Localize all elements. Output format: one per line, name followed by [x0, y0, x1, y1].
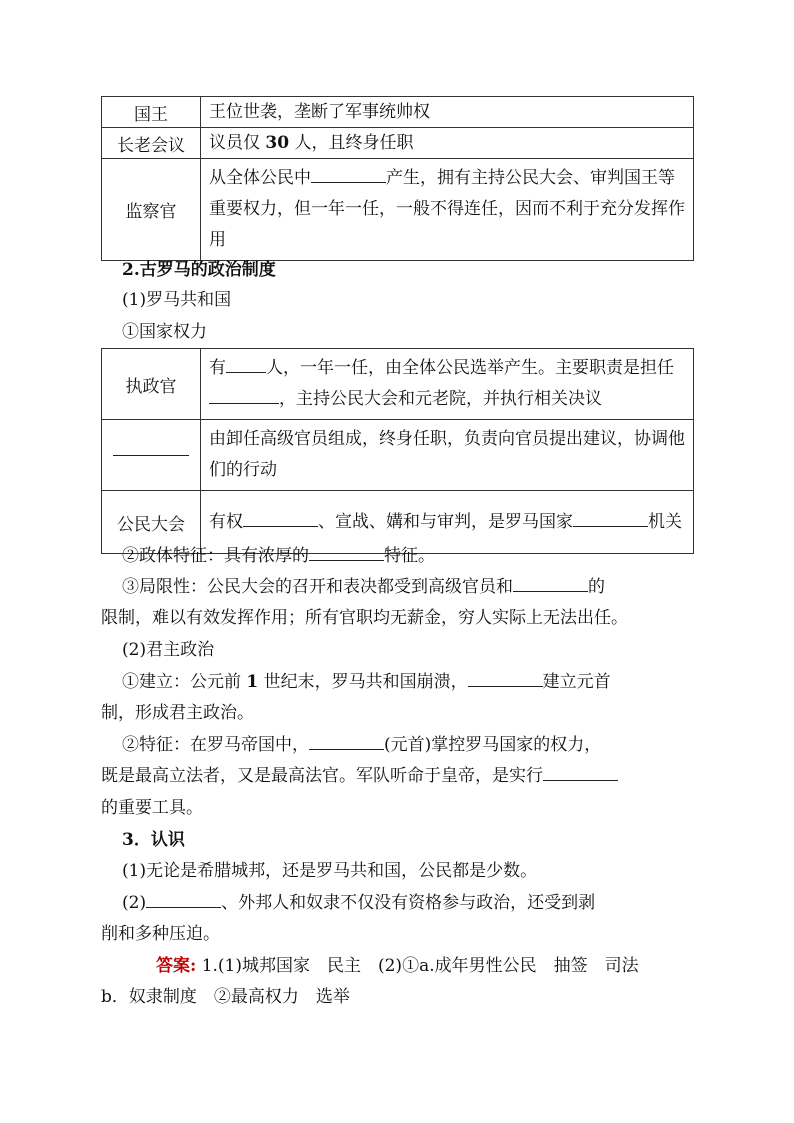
text-fragment: (元首)掌控罗马国家的权力，	[384, 735, 602, 755]
paragraph-line	[122, 670, 611, 694]
fill-blank[interactable]	[311, 166, 386, 183]
text-fragment: 从全体公民中	[209, 168, 311, 188]
text-fragment: 建立元首	[542, 672, 611, 692]
fill-blank[interactable]	[209, 387, 279, 404]
section-heading: 2.古罗马的政治制度	[122, 260, 276, 280]
answer-text: 1.(1)城邦国家 民主 (2)①a.成年男性公民 抽签 司法	[201, 956, 639, 976]
paragraph-line: 的重要工具。	[101, 798, 203, 818]
paragraph-line	[122, 544, 435, 568]
table-row	[102, 128, 694, 159]
text-fragment: 既是最高立法者，又是最高法官。军队听命于皇帝，是实行	[101, 766, 543, 786]
text-fragment: ①建立：公元前	[122, 672, 247, 692]
text-fragment: 、宣战、媾和与审判，是罗马国家	[318, 511, 573, 532]
text-fragment: 世纪末，罗马共和国崩溃，	[258, 672, 468, 692]
table-cell-content: 王位世袭，垄断了军事统帅权	[201, 97, 694, 128]
fill-blank[interactable]	[309, 733, 384, 750]
roman-republic-table	[101, 348, 694, 554]
table-cell-label: 公民大会	[102, 491, 201, 554]
paragraph-line	[122, 891, 595, 915]
fill-blank[interactable]	[573, 510, 648, 527]
section-heading: 3．认识	[122, 830, 185, 850]
text-fragment: 人，且终身任职	[289, 133, 414, 153]
paragraph-line: (1)无论是希腊城邦，还是罗马共和国，公民都是少数。	[122, 861, 538, 881]
table-cell-content	[201, 159, 694, 261]
table-row	[102, 97, 694, 128]
table-cell-label: 监察官	[102, 159, 201, 261]
fill-blank[interactable]	[543, 764, 618, 781]
table-cell-content	[201, 349, 694, 420]
table-cell-label: 国王	[102, 97, 201, 128]
text-fragment: (2)	[122, 893, 147, 913]
paragraph-line	[101, 764, 618, 788]
table-cell-label: 长老会议	[102, 128, 201, 159]
number: 30	[265, 133, 290, 153]
sub-heading: (2)君主政治	[122, 640, 215, 660]
text-fragment: ②政体特征：具有浓厚的	[122, 546, 309, 566]
sub-heading: (1)罗马共和国	[122, 290, 232, 310]
text-fragment: 有权	[209, 511, 243, 532]
text-fragment: 的	[588, 577, 605, 597]
paragraph-line: 制，形成君主政治。	[101, 703, 254, 723]
table-cell-label	[102, 420, 201, 491]
table-cell-label: 执政官	[102, 349, 201, 420]
text-fragment: 有	[209, 358, 226, 378]
paragraph-line	[122, 575, 605, 599]
paragraph-line: 限制，难以有效发挥作用；所有官职均无薪金，穷人实际上无法出任。	[101, 608, 628, 628]
fill-blank[interactable]	[226, 356, 266, 373]
fill-blank[interactable]	[243, 510, 318, 527]
number: 1	[246, 672, 259, 692]
fill-blank[interactable]	[513, 575, 588, 592]
text-fragment: 产生，拥有主持公民大会、审判国王等重要权力，但一年一任，一般不得连任，因而不利于充分发挥作用	[209, 168, 685, 250]
text-fragment: 议员仅	[209, 133, 266, 153]
paragraph-line: 削和多种压迫。	[101, 924, 220, 944]
text-fragment: ②特征：在罗马帝国中，	[122, 735, 309, 755]
table-cell-content	[201, 128, 694, 159]
fill-blank[interactable]	[113, 455, 189, 456]
fill-blank[interactable]	[468, 670, 543, 687]
table-row	[102, 349, 694, 420]
paragraph-line	[122, 733, 601, 757]
table-row	[102, 159, 694, 261]
answer-line	[156, 954, 639, 978]
fill-blank[interactable]	[146, 891, 221, 908]
sparta-institutions-table	[101, 96, 694, 261]
text-fragment: 、外邦人和奴隶不仅没有资格参与政治，还受到剥	[221, 893, 596, 913]
table-cell-content: 由卸任高级官员组成，终身任职，负责向官员提出建议，协调他们的行动	[201, 420, 694, 491]
text-fragment: 人，一年一任，由全体公民选举产生。主要职责是担任	[266, 358, 674, 378]
text-fragment: ，主持公民大会和元老院，并执行相关决议	[279, 389, 602, 409]
fill-blank[interactable]	[309, 544, 384, 561]
sub-heading: ①国家权力	[122, 322, 207, 342]
table-row	[102, 420, 694, 491]
text-fragment: ③局限性：公民大会的召开和表决都受到高级官员和	[122, 577, 513, 597]
text-fragment: 机关	[648, 511, 682, 532]
answer-label: 答案:	[156, 956, 197, 976]
answer-line: b．奴隶制度 ②最高权力 选举	[101, 987, 350, 1007]
text-fragment: 特征。	[384, 546, 435, 566]
